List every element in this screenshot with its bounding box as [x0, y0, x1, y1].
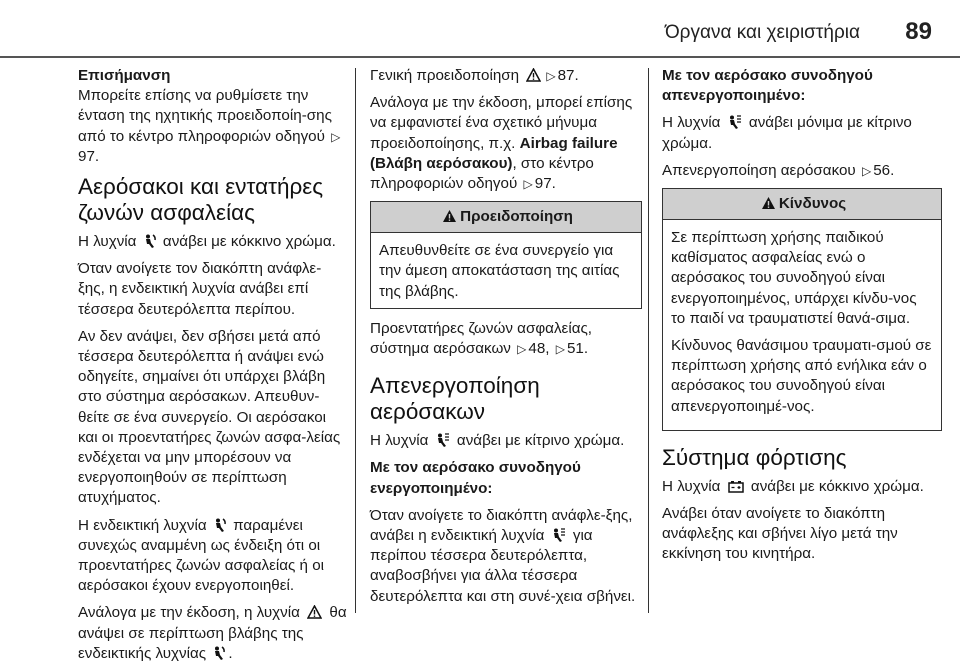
text: Η λυχνία: [662, 477, 721, 495]
danger-title: Κίνδυνος: [778, 195, 847, 213]
section-title-charging-system: Σύστημα φόρτισης: [662, 444, 847, 470]
section-title-airbags: Αερόσακοι και εντατήρες ζωνών ασφαλείας: [78, 174, 324, 226]
airbag-icon: [214, 518, 226, 532]
paragraph: Ανάβει όταν ανοίγετε το διακόπτη ανάφλεξης και σβήνει λίγο μετά την εκκίνηση του κινητήρα.: [662, 505, 898, 563]
text: ανάβει με κόκκινο χρώμα.: [750, 477, 924, 495]
column-2: [370, 66, 642, 614]
paragraph: [662, 477, 942, 497]
danger-text: Σε περίπτωση χρήσης παιδικού καθίσματος ασφαλείας ενώ ο αερόσακος του συνοδηγού είναι ενεργοποιημένος, υπάρχει κίνδυ-νος το παιδί να τραυματιστεί θανά-σιμα.: [671, 229, 917, 327]
column-3: [662, 66, 942, 572]
text: παραμένει συνεχώς αναμμένη ως ένδειξη ότι οι προεντατήρες ζωνών ασφαλείας ή οι αερόσακοι έχουν ενεργοποιηθεί.: [78, 516, 325, 595]
page-header: [0, 0, 960, 58]
reference-arrow-icon: ▷: [555, 342, 565, 357]
text: Όταν ανοίγετε το διακόπτη ανάφλε-ξης, ανάβει η ενδεικτική λυχνία: [370, 506, 633, 545]
warning-triangle-icon: [307, 605, 322, 619]
paragraph: [662, 161, 942, 181]
text: θα ανάψει σε περίπτωση βλάβης της ενδεικτικής λυχνίας: [78, 604, 347, 662]
reference-arrow-icon: ▷: [861, 163, 872, 178]
text: Προεντατήρες ζωνών ασφαλείας, σύστημα αερόσακων: [370, 319, 593, 358]
reference-arrow-icon: ▷: [517, 342, 527, 357]
reference-arrow-icon: ▷: [523, 177, 533, 192]
reference-arrow-icon: ▷: [546, 69, 556, 83]
airbag-off-icon: [436, 433, 450, 447]
note-title: Επισήμανση: [78, 67, 171, 84]
note-ref: 97.: [78, 147, 100, 165]
reference-arrow-icon: ▷: [331, 129, 341, 144]
paragraph: [370, 431, 642, 451]
warning-triangle-icon: [442, 209, 457, 223]
subheading: Με τον αερόσακο συνοδηγού ενεργοποιημένο:: [370, 459, 581, 497]
airbag-icon: [213, 646, 225, 660]
text: ανάβει με κόκκινο χρώμα.: [162, 233, 336, 251]
subheading: Με τον αερόσακο συνοδηγού απενεργοποιημένο:: [662, 67, 873, 105]
warning-title: Προειδοποίηση: [460, 208, 573, 226]
paragraph: [370, 66, 642, 86]
warning-triangle-icon: [526, 68, 541, 82]
text: Η ενδεικτική λυχνία: [78, 516, 207, 534]
battery-icon: [728, 480, 744, 493]
danger-box-header: [663, 189, 941, 220]
warning-box: [370, 201, 642, 309]
reference: 56.: [873, 161, 895, 179]
paragraph: [662, 113, 942, 153]
column-divider: [648, 68, 649, 613]
text: ανάβει μόνιμα με κίτρινο χρώμα.: [662, 114, 912, 152]
page-number: 89: [905, 18, 932, 45]
airbag-off-icon: [552, 528, 566, 542]
note: [78, 66, 348, 167]
warning-box-header: [371, 202, 641, 233]
airbag-icon: [144, 234, 156, 248]
reference: 51.: [566, 340, 589, 358]
text: Η λυχνία: [78, 233, 137, 251]
text: , στο κέντρο πληροφοριών οδηγού: [370, 154, 594, 193]
paragraph: [78, 516, 348, 597]
note-text: Μπορείτε επίσης να ρυθμίσετε την ένταση της ηχητικής προειδοποίη-σης από το κέντρο πληροφοριών οδηγού: [78, 87, 332, 145]
text: ανάβει με κίτρινο χρώμα.: [456, 432, 625, 450]
paragraph: [78, 232, 348, 252]
paragraph: Αν δεν ανάψει, δεν σβήσει μετά από τέσσερα δευτερόλεπτα ή ανάψει ενώ οδηγείτε, σημαίνει ότι υπάρχει βλάβη στο σύστημα αερόσακων. Απευθυν-θείτε σε ένα συνεργείο. Οι αερόσακοι και οι προεντατήρες ζωνών ασφα-λείας ενδέχεται να μην μπορέσουν να ενεργοποιηθούν σε περίπτωση ατυχήματος.: [78, 327, 341, 507]
reference: 97.: [534, 175, 556, 193]
reference: 87.: [557, 67, 579, 84]
airbag-off-icon: [728, 115, 742, 129]
section-title-airbag-deactivation: Απενεργοποίηση αερόσακων: [370, 373, 540, 425]
column-1: [78, 66, 348, 671]
text: Η λυχνία: [370, 432, 429, 450]
reference: 48,: [528, 340, 550, 358]
text: Ανάλογα με την έκδοση, η λυχνία: [78, 604, 300, 622]
paragraph: Όταν ανοίγετε τον διακόπτη ανάφλε-ξης, η ενδεικτική λυχνία ανάβει επί τέσσερα δευτερόλεπτα περίπου.: [78, 260, 322, 318]
danger-text: Κίνδυνος θανάσιμου τραυματι-σμού σε περίπτωση χρήσης από ενήλικα εάν ο αερόσακος του συνοδηγού είναι απενεργοποιημέ-νος.: [671, 337, 932, 415]
warning-text: Απευθυνθείτε σε ένα συνεργείο για την άμεση αποκατάσταση της αιτίας της βλάβης.: [379, 242, 620, 300]
message-name: Airbag failure (Βλάβη αερόσακου): [370, 134, 618, 172]
text: Γενική προειδοποίηση: [370, 67, 520, 84]
text: Η λυχνία: [662, 114, 721, 132]
column-divider: [355, 68, 356, 613]
danger-box: [662, 188, 942, 431]
paragraph: [370, 93, 642, 194]
warning-triangle-icon: [761, 196, 776, 210]
danger-body: [663, 220, 941, 430]
header-title: Όργανα και χειριστήρια: [664, 22, 860, 43]
paragraph: [370, 319, 642, 359]
paragraph: Ανάλογα με την έκδοση, η λυχνία θα ανάψει σε περίπτωση βλάβης της ενδεικτικής λυχνίας .: [78, 604, 347, 662]
text: για περίπου τέσσερα δευτερόλεπτα, αναβοσβήνει για άλλα τέσσερα δευτερόλεπτα και στη συνέ-χεια σβήνει.: [370, 527, 636, 605]
text: Απενεργοποίηση αερόσακου: [662, 161, 856, 179]
text: Ανάλογα με την έκδοση, μπορεί επίσης να εμφανιστεί ένα σχετικό μήνυμα προειδοποίησης, π.χ.: [370, 94, 633, 152]
paragraph: [370, 506, 642, 607]
